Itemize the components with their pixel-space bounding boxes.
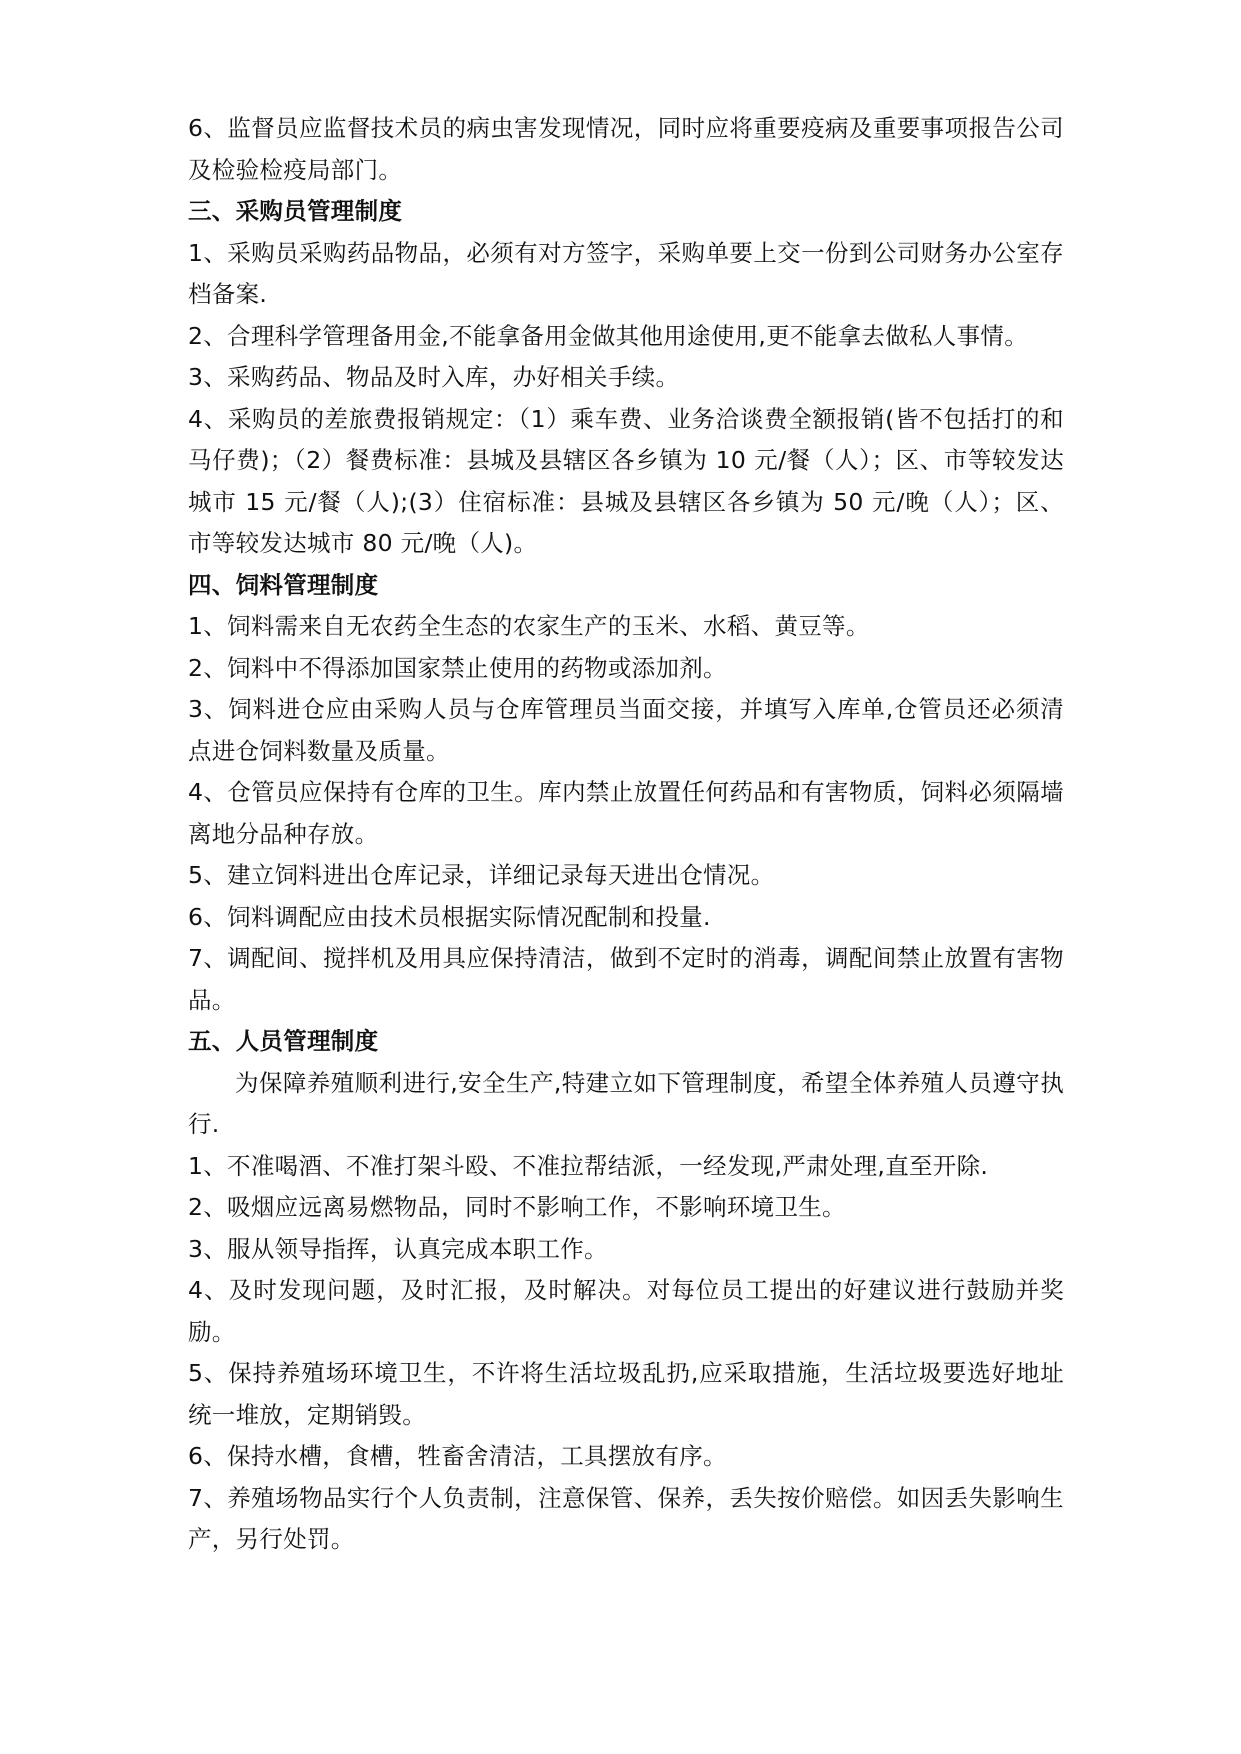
s5-item-6: 6、保持水槽，食槽，牲畜舍清洁，工具摆放有序。 [188,1442,727,1470]
s5-item-2: 2、吸烟应远离易燃物品，同时不影响工作，不影响环境卫生。 [188,1193,846,1221]
section-4-heading: 四、饲料管理制度 [188,570,379,599]
s4-item-1: 1、饲料需来自无农药全生态的农家生产的玉米、水稻、黄豆等。 [188,612,870,640]
s3-item-2: 2、合理科学管理备用金,不能拿备用金做其他用途使用,更不能拿去做私人事情。 [188,321,1028,350]
section-5-heading: 五、人员管理制度 [188,1027,379,1055]
s4-item-2: 2、饲料中不得添加国家禁止使用的药物或添加剂。 [188,653,727,682]
s3-item-1: 1、采购员采购药品物品，必须有对方签字，采购单要上交一份到公司财务办公室存档备案. [188,238,1064,308]
s5-item-5: 5、保持养殖场环境卫生，不许将生活垃圾乱扔,应采取措施，生活垃圾要选好地址统一堆放，定期销毁。 [188,1359,1064,1429]
s4-item-5: 5、建立饲料进出仓库记录，详细记录每天进出仓情况。 [188,861,775,889]
document-body [188,108,1064,1561]
s4-item-3: 3、饲料进仓应由采购人员与仓库管理员当面交接，并填写入库单,仓管员还必须清点进仓饲料数量及质量。 [188,695,1064,765]
s3-item-4: 4、采购员的差旅费报销规定：（1）乘车费、业务洽谈费全额报销(皆不包括打的和马仔费)；（2）餐费标准：县城及县辖区各乡镇为 10 元/餐（人）；区、市等较发达城市 15 元/餐（人);(3）住宿标准：县城及县辖区各乡镇为 50 元/晚（人）；区、市等较发达城市 80 元/晚（人)。 [188,404,1064,557]
s5-intro: 为保障养殖顺利进行,安全生产,特建立如下管理制度，希望全体养殖人员遵守执行. [188,1068,1064,1138]
s5-item-4: 4、及时发现问题，及时汇报，及时解决。对每位员工提出的好建议进行鼓励并奖励。 [188,1276,1064,1346]
s2-item-6: 6、监督员应监督技术员的病虫害发现情况，同时应将重要疫病及重要事项报告公司及检验检疫局部门。 [188,114,1064,184]
s4-item-6: 6、饲料调配应由技术员根据实际情况配制和投量. [188,902,711,931]
s3-item-3: 3、采购药品、物品及时入库，办好相关手续。 [188,363,680,391]
s5-item-7: 7、养殖场物品实行个人负责制，注意保管、保养，丢失按价赔偿。如因丢失影响生产，另行处罚。 [188,1483,1064,1553]
s4-item-7: 7、调配间、搅拌机及用具应保持清洁，做到不定时的消毒，调配间禁止放置有害物品。 [188,944,1064,1014]
section-3-heading: 三、采购员管理制度 [188,197,403,225]
s4-item-4: 4、仓管员应保持有仓库的卫生。库内禁止放置任何药品和有害物质，饲料必须隔墙离地分品种存放。 [188,778,1064,848]
s5-item-3: 3、服从领导指挥，认真完成本职工作。 [188,1234,608,1263]
s5-item-1: 1、不准喝酒、不准打架斗殴、不准拉帮结派，一经发现,严肃处理,直至开除. [188,1151,989,1180]
